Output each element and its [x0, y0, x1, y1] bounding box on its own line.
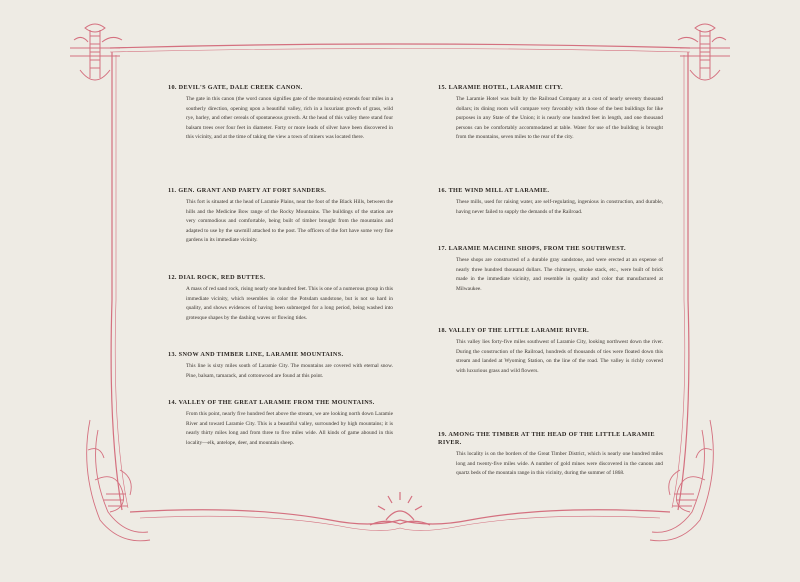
- entry-title: 13. SNOW AND TIMBER LINE, LARAMIE MOUNTAINS.: [168, 351, 344, 358]
- entry-title: 12. DIAL ROCK, RED BUTTES.: [168, 274, 266, 281]
- entry-title: 19. AMONG THE TIMBER AT THE HEAD OF THE LITTLE LARAMIE RIVER.: [438, 431, 655, 446]
- entry-body: The gate in this canon (the word canon signifies gate of the mountains) extends four miles in a southerly direction, opening upon a beautiful valley, rich in a luxuriant growth of grass, wild rye, barley, and other cereals of spontaneous growth. At the head of this valley there stand four balsam trees over four feet in diameter. Forty or more leads of silver have been discovered in this vicinity, and at the time of taking the view a town of miners was located there.: [186, 96, 393, 141]
- entry-body: This fort is situated at the head of Laramie Plains, near the foot of the Black Hills, between the hills and the Medicine Bow range of the Rocky Mountains. The buildings of the station are very commodious and comfortable, being built of timber brought from the mountains and adapted to use by the sawmill attached to the post. The officers of the fort have some very fine gardens in its immediate vicinity.: [186, 199, 393, 244]
- entry-16: [438, 187, 663, 245]
- entry-body: This line is sixty miles south of Laramie City. The mountains are covered with eternal snow. Pine, balsam, tamarack, and cottonwood are found at this point.: [186, 363, 393, 379]
- entry-15: [438, 84, 663, 187]
- entry-18: [438, 327, 663, 431]
- entry-body: From this point, nearly five hundred feet above the stream, we are looking north down Laramie River and toward Laramie City. This is a beautiful valley, surrounded by high mountains; it is nearly thirty miles long and from three to five miles wide. All kinds of game abound in this locality—elk, antelope, deer, and mountain sheep.: [186, 411, 393, 446]
- entry-title: 17. LARAMIE MACHINE SHOPS, FROM THE SOUTHWEST.: [438, 245, 626, 252]
- entry-title: 14. VALLEY OF THE GREAT LARAMIE FROM THE MOUNTAINS.: [168, 399, 375, 406]
- entry-body: These shops are constructed of a durable gray sandstone, and were erected at an expense of nearly three hundred thousand dollars. The chimneys, smoke stack, etc., were built of brick made in the immediate vicinity, and resemble in quality and color that manufactured at Milwaukee.: [456, 257, 663, 292]
- entry-10: [168, 84, 393, 187]
- entry-12: [168, 274, 393, 351]
- entry-title: 10. DEVIL'S GATE, DALE CREEK CANON.: [168, 84, 303, 91]
- entry-body: This valley lies forty-five miles southwest of Laramie City, looking northwest down the river. During the construction of the Railroad, hundreds of thousands of ties were floated down this stream and landed at Wyoming Station, on the line of the road. The valley is richly covered with luxurious grass and wild flowers.: [456, 339, 663, 374]
- entry-title: 11. GEN. GRANT AND PARTY AT FORT SANDERS.: [168, 187, 327, 194]
- entry-body: These mills, used for raising water, are self-regulating, ingenious in construction, and durable, having never failed to supply the demands of the Railroad.: [456, 199, 663, 215]
- entry-body: This locality is on the borders of the Great Timber District, which is nearly one hundred miles long and twenty-five miles wide. A number of gold mines were discovered in the canons and quartz beds of the mountain range in this vicinity, during the summer of 1868.: [456, 451, 663, 477]
- entry-title: 15. LARAMIE HOTEL, LARAMIE CITY.: [438, 84, 563, 91]
- left-column: [168, 84, 393, 448]
- entry-title: 18. VALLEY OF THE LITTLE LARAMIE RIVER.: [438, 327, 590, 334]
- entry-body: The Laramie Hotel was built by the Railroad Company at a cost of nearly seventy thousand dollars; its dining room will compare very favorably with those of the best buildings for like purposes in any State of the Union; it is nearly one hundred feet in length, and one thousand persons can be comfortably accommodated at table. Water for use of the building is brought from the mountains, seven miles to the rear of the city.: [456, 96, 663, 141]
- entry-14: [168, 399, 393, 448]
- entry-17: [438, 245, 663, 327]
- entry-title: 16. THE WIND MILL AT LARAMIE.: [438, 187, 550, 194]
- entry-11: [168, 187, 393, 274]
- entry-19: [438, 431, 663, 479]
- entry-13: [168, 351, 393, 399]
- entry-body: A mass of red sand rock, rising nearly one hundred feet. This is one of a numerous group in this immediate vicinity, which resembles in color the Potsdam sandstone, but is not so hard in quality, and shows evidences of having been submerged for a long period, being washed into grotesque shapes by the dashing waves or flowing tides.: [186, 286, 393, 321]
- right-column: [438, 84, 663, 479]
